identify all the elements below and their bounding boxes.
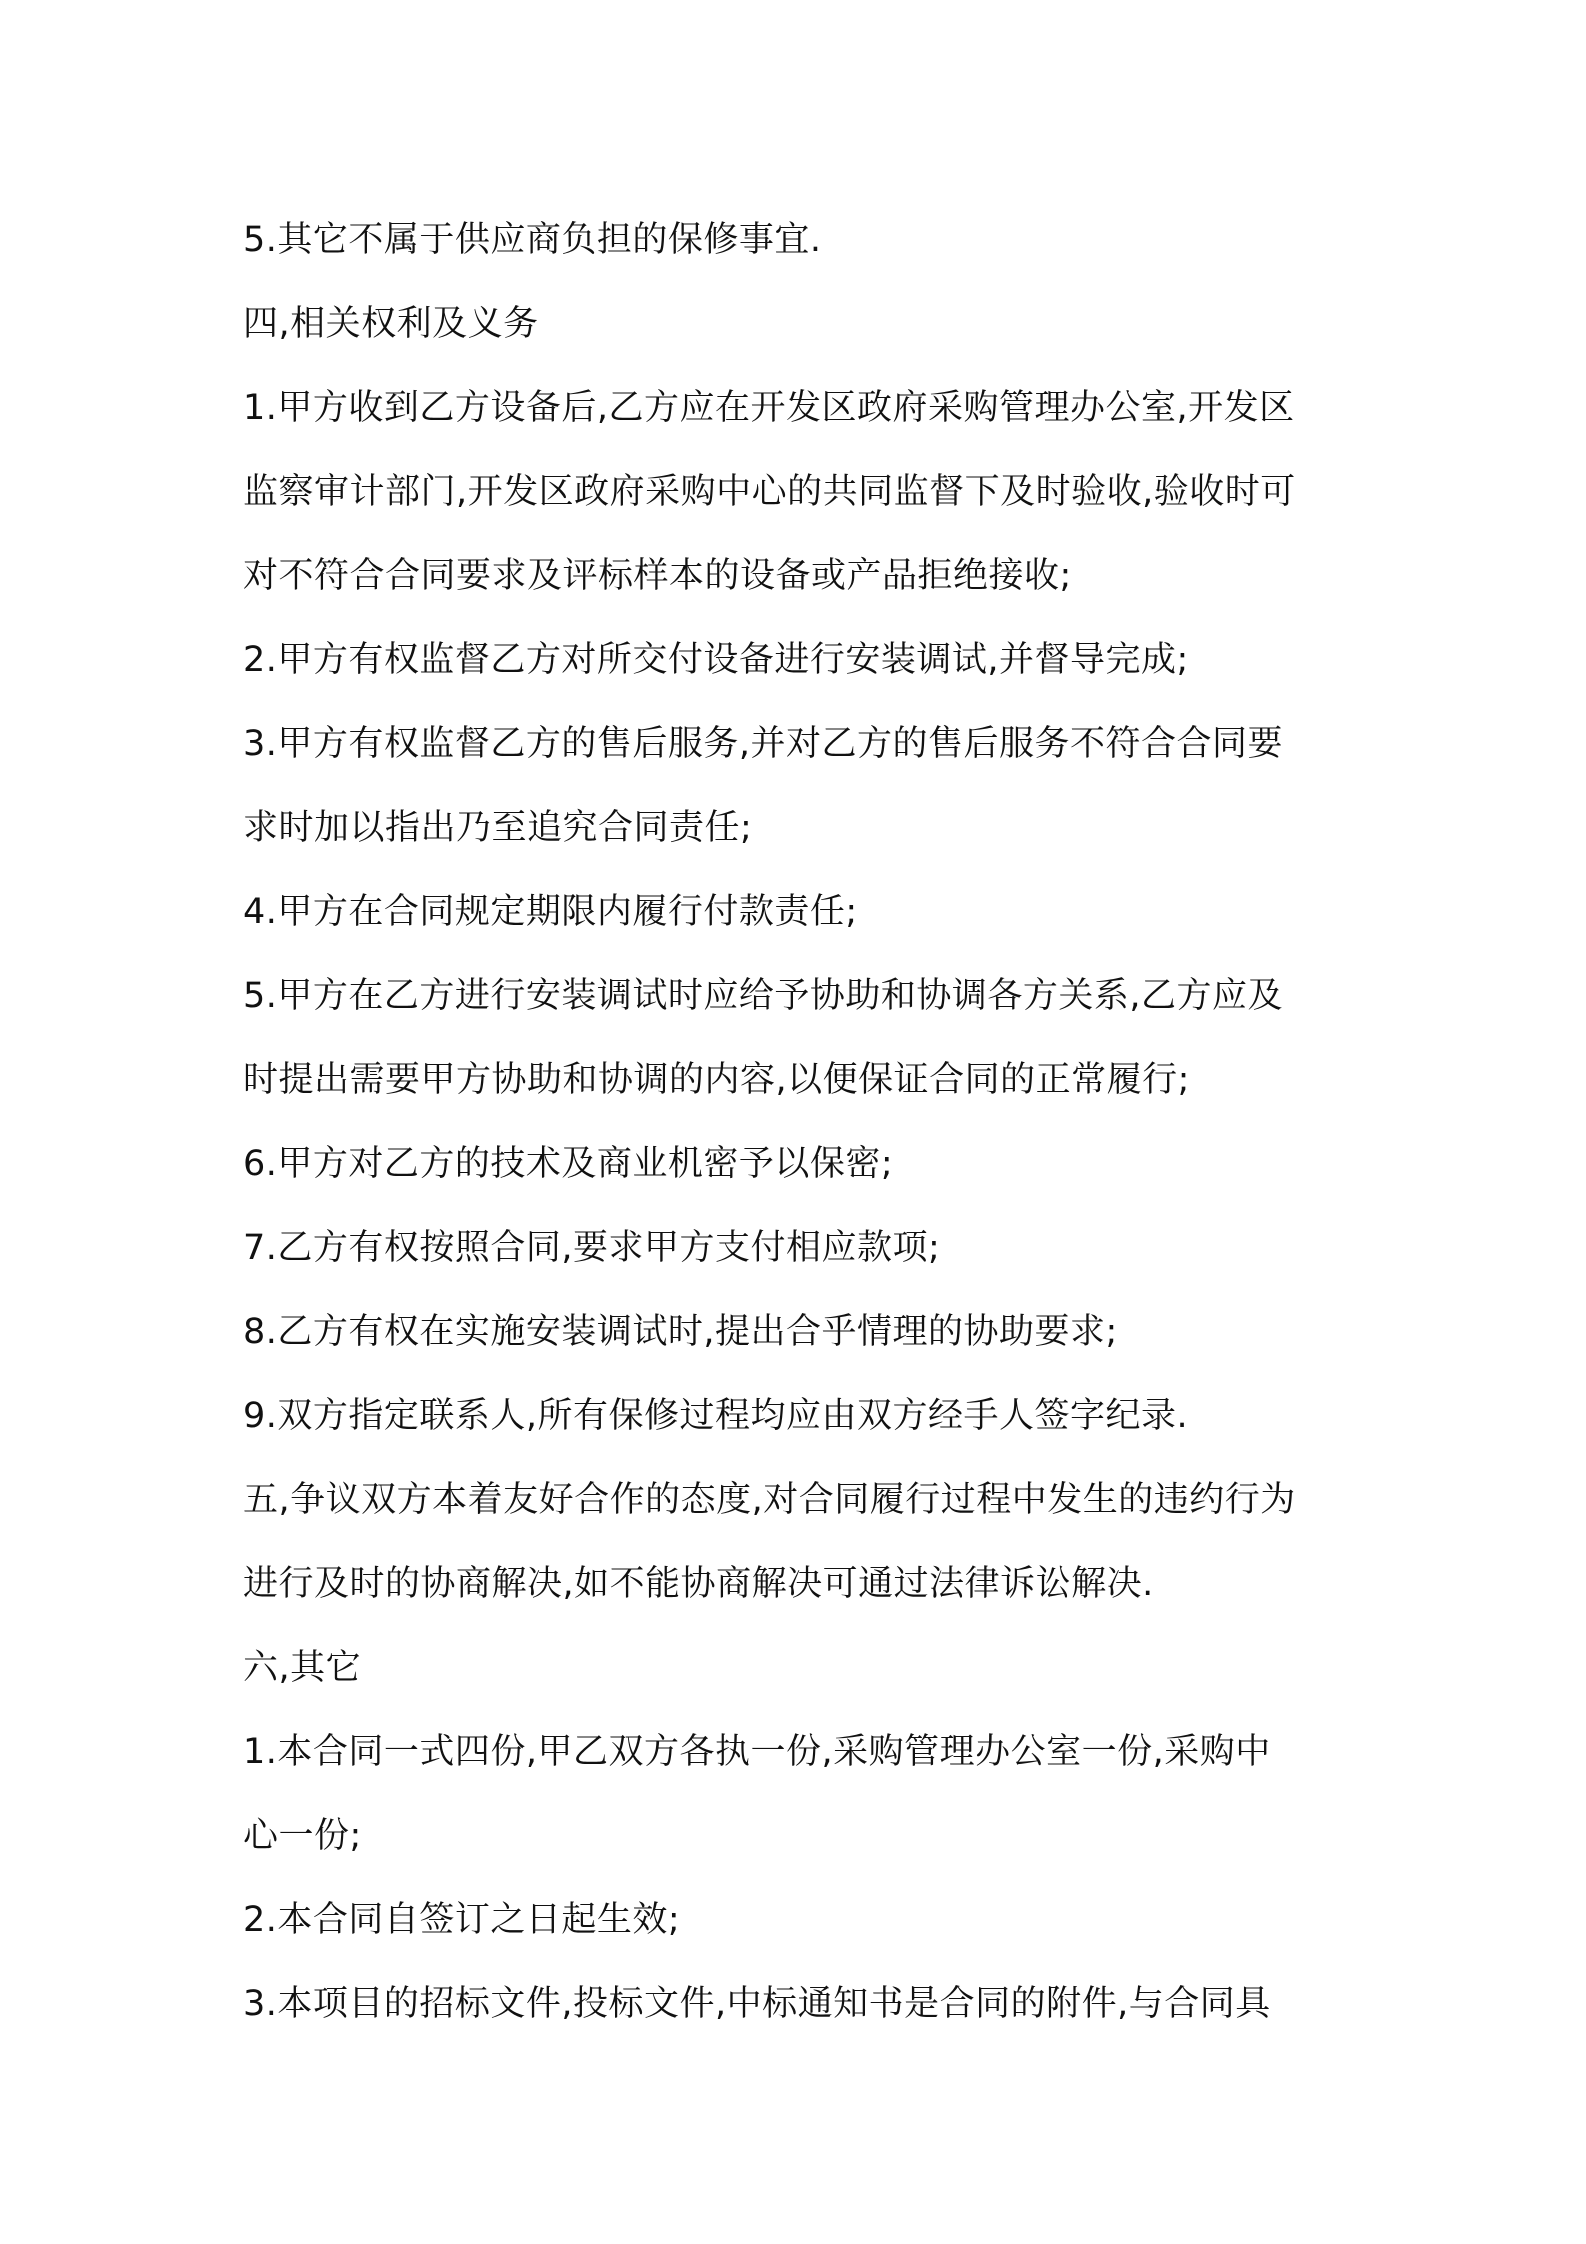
text-line: 求时加以指出乃至追究合同责任; — [243, 808, 753, 848]
text-line: 5.其它不属于供应商负担的保修事宜. — [243, 220, 822, 260]
text-line: 9.双方指定联系人,所有保修过程均应由双方经手人签字纪录. — [243, 1396, 1189, 1436]
text-line: 1.本合同一式四份,甲乙双方各执一份,采购管理办公室一份,采购中 — [243, 1732, 1271, 1772]
section-heading: 五,争议双方本着友好合作的态度,对合同履行过程中发生的违约行为 — [243, 1480, 1296, 1520]
section-heading: 六,其它 — [243, 1648, 362, 1688]
text-line: 3.本项目的招标文件,投标文件,中标通知书是合同的附件,与合同具 — [243, 1984, 1271, 2024]
text-line: 7.乙方有权按照合同,要求甲方支付相应款项; — [243, 1228, 941, 1268]
text-line: 监察审计部门,开发区政府采购中心的共同监督下及时验收,验收时可 — [243, 472, 1296, 512]
text-line: 进行及时的协商解决,如不能协商解决可通过法律诉讼解决. — [243, 1564, 1154, 1604]
text-line: 对不符合合同要求及评标样本的设备或产品拒绝接收; — [243, 556, 1072, 596]
text-line: 8.乙方有权在实施安装调试时,提出合乎情理的协助要求; — [243, 1312, 1118, 1352]
section-heading: 四,相关权利及义务 — [243, 304, 539, 344]
text-line: 2.本合同自签订之日起生效; — [243, 1900, 681, 1940]
text-line: 时提出需要甲方协助和协调的内容,以便保证合同的正常履行; — [243, 1060, 1190, 1100]
text-line: 4.甲方在合同规定期限内履行付款责任; — [243, 892, 858, 932]
text-line: 3.甲方有权监督乙方的售后服务,并对乙方的售后服务不符合合同要 — [243, 724, 1284, 764]
document-body — [243, 198, 1363, 2046]
text-line: 5.甲方在乙方进行安装调试时应给予协助和协调各方关系,乙方应及 — [243, 976, 1284, 1016]
text-line: 6.甲方对乙方的技术及商业机密予以保密; — [243, 1144, 894, 1184]
text-line: 1.甲方收到乙方设备后,乙方应在开发区政府采购管理办公室,开发区 — [243, 388, 1295, 428]
text-line: 心一份; — [243, 1816, 362, 1856]
text-line: 2.甲方有权监督乙方对所交付设备进行安装调试,并督导完成; — [243, 640, 1189, 680]
